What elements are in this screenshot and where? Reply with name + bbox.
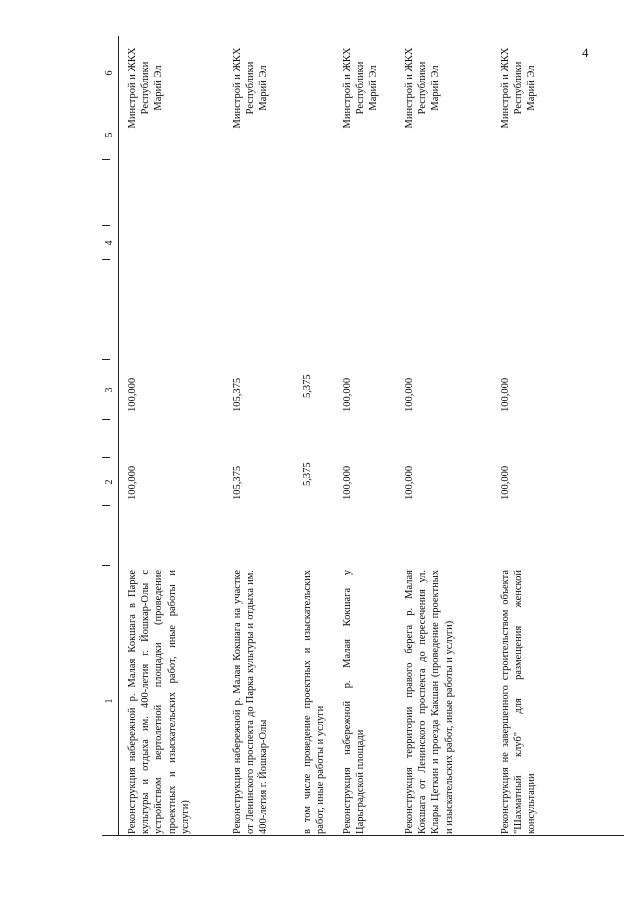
header-col-2: 2 — [104, 479, 115, 485]
row-1-col-2: 100,000 — [127, 465, 138, 500]
row-1-organization: Минстрой и ЖКХ Республики Марий Эл — [127, 47, 165, 129]
page-number: 4 — [582, 45, 589, 60]
row-4-description: Реконструкция набережной р. Малая Кокшага у Царьградской площади — [342, 570, 367, 834]
row-1-col-3: 100,000 — [127, 377, 138, 412]
row-4-col-2: 100,000 — [342, 465, 353, 500]
row-5-col-3: 100,000 — [404, 377, 415, 412]
row-6-organization: Минстрой и ЖКХ Республики Марий Эл — [500, 47, 538, 129]
row-5-description: Реконструкция территории правого берега р. Малая Кокшага от Ленинского проспекта до пересечения ул. Клары Цеткин и проезда Какшан (проведение проектных и изыскательских работ, иные работы и услуги) — [404, 570, 455, 834]
row-6-col-3: 100,000 — [500, 377, 511, 412]
header-col-6: 6 — [104, 70, 115, 76]
row-3-col-3: 5,375 — [302, 374, 313, 398]
header-col-5: 5 — [104, 132, 115, 138]
row-4-col-3: 100,000 — [342, 377, 353, 412]
row-5-col-2: 100,000 — [404, 465, 415, 500]
row-6-col-2: 100,000 — [500, 465, 511, 500]
table-left-border — [102, 835, 624, 836]
row-3-description: в том числе проведение проектных и изыскательских работ, иные работы и услуги — [302, 570, 327, 834]
header-divider — [118, 36, 119, 836]
row-1-description: Реконструкция набережной р. Малая Кокшага в Парке культуры и отдыха им. 400-летия г. Йошкар-Олы с устройством вертолетной площадки (проведение проектных и изыскательских работ, иные работы и услуги) — [127, 570, 191, 834]
row-2-col-3: 105,375 — [232, 377, 243, 412]
header-col-1: 1 — [104, 698, 115, 704]
row-2-col-2: 105,375 — [232, 465, 243, 500]
row-2-description: Реконструкция набережной р. Малая Кокшага на участке от Ленинского проспекта до Парка культуры и отдыха им. 400-летия г. Йошкар-Олы — [232, 570, 270, 834]
row-6-description: Реконструкция не завершенного строительством объекта "Шахматный клуб" для размещения женской консультации — [500, 570, 538, 834]
row-3-col-2: 5,375 — [302, 462, 313, 486]
header-col-3: 3 — [104, 387, 115, 393]
row-2-organization: Минстрой и ЖКХ Республики Марий Эл — [232, 47, 270, 129]
header-col-4: 4 — [104, 240, 115, 246]
row-4-organization: Минстрой и ЖКХ Республики Марий Эл — [342, 47, 380, 129]
table — [102, 36, 624, 836]
row-5-organization: Минстрой и ЖКХ Республики Марий Эл — [404, 47, 442, 129]
